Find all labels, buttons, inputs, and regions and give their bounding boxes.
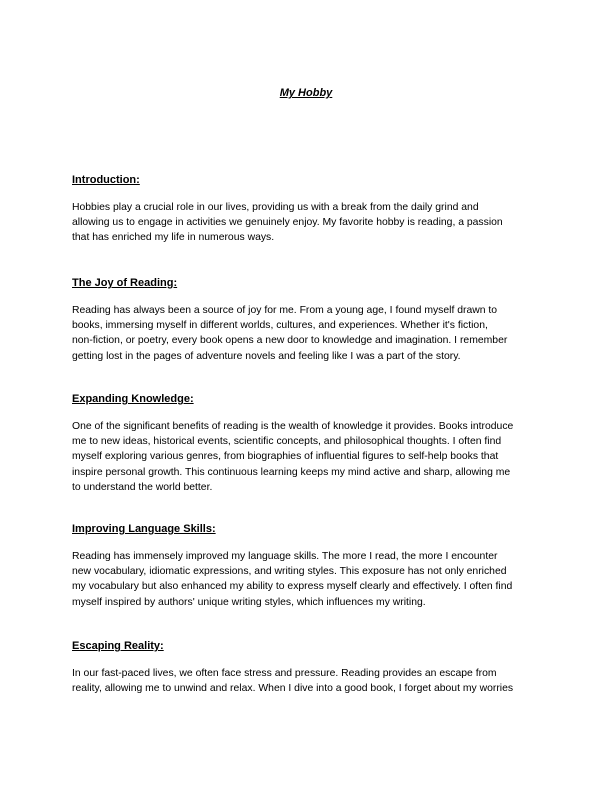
- paragraph-line: myself inspired by authors' unique writing styles, which influences my writing.: [72, 596, 426, 608]
- section-heading: Escaping Reality:: [72, 640, 164, 652]
- paragraph-line: myself exploring various genres, from biographies of influential figures to self-help books that: [72, 451, 499, 463]
- section-heading: Improving Language Skills:: [72, 523, 216, 535]
- section-paragraph: [72, 666, 546, 696]
- paragraph-line: allowing us to engage in activities we genuinely enjoy. My favorite hobby is reading, a passion: [72, 217, 503, 229]
- paragraph-line: books, immersing myself in different worlds, cultures, and experiences. Whether it's fiction,: [72, 320, 488, 332]
- section-introduction: [72, 173, 546, 246]
- section-paragraph: [72, 549, 546, 610]
- paragraph-line: Hobbies play a crucial role in our lives, providing us with a break from the daily grind and: [72, 202, 479, 213]
- section-expanding-knowledge: [72, 392, 546, 495]
- paragraph-line: reality, allowing me to unwind and relax. When I dive into a good book, I forget about my worries: [72, 683, 514, 695]
- section-escaping-reality: [72, 639, 546, 696]
- paragraph-line: that has enriched my life in numerous ways.: [72, 232, 275, 244]
- paragraph-line: getting lost in the pages of adventure novels and feeling like I was a part of the story.: [72, 350, 461, 362]
- paragraph-line: my vocabulary but also enhanced my ability to express myself clearly and effectively. I often find: [72, 581, 513, 593]
- section-joy-of-reading: [72, 276, 546, 364]
- paragraph-line: One of the significant benefits of reading is the wealth of knowledge it provides. Books introduce: [72, 421, 514, 432]
- document-title: My Hobby: [279, 87, 333, 99]
- paragraph-line: non-fiction, or poetry, every book opens a new door to knowledge and imagination. I remember: [72, 335, 508, 347]
- section-heading: Introduction:: [72, 174, 140, 186]
- paragraph-line: inspire personal growth. This continuous learning keeps my mind active and sharp, allowing me: [72, 466, 511, 478]
- paragraph-line: Reading has always been a source of joy for me. From a young age, I found myself drawn to: [72, 305, 498, 316]
- section-improving-language-skills: [72, 522, 546, 610]
- paragraph-line: Reading has immensely improved my language skills. The more I read, the more I encounter: [72, 551, 498, 562]
- paragraph-line: me to new ideas, historical events, scientific concepts, and philosophical thoughts. I often find: [72, 436, 502, 448]
- section-heading: Expanding Knowledge:: [72, 393, 194, 405]
- paragraph-line: new vocabulary, idiomatic expressions, and writing styles. This exposure has not only enriched: [72, 566, 507, 578]
- section-heading: The Joy of Reading:: [72, 277, 178, 289]
- paragraph-line: to understand the world better.: [72, 481, 213, 493]
- section-paragraph: [72, 303, 546, 364]
- section-paragraph: [72, 200, 546, 246]
- section-paragraph: [72, 419, 546, 495]
- paragraph-line: In our fast-paced lives, we often face stress and pressure. Reading provides an escape from: [72, 668, 497, 679]
